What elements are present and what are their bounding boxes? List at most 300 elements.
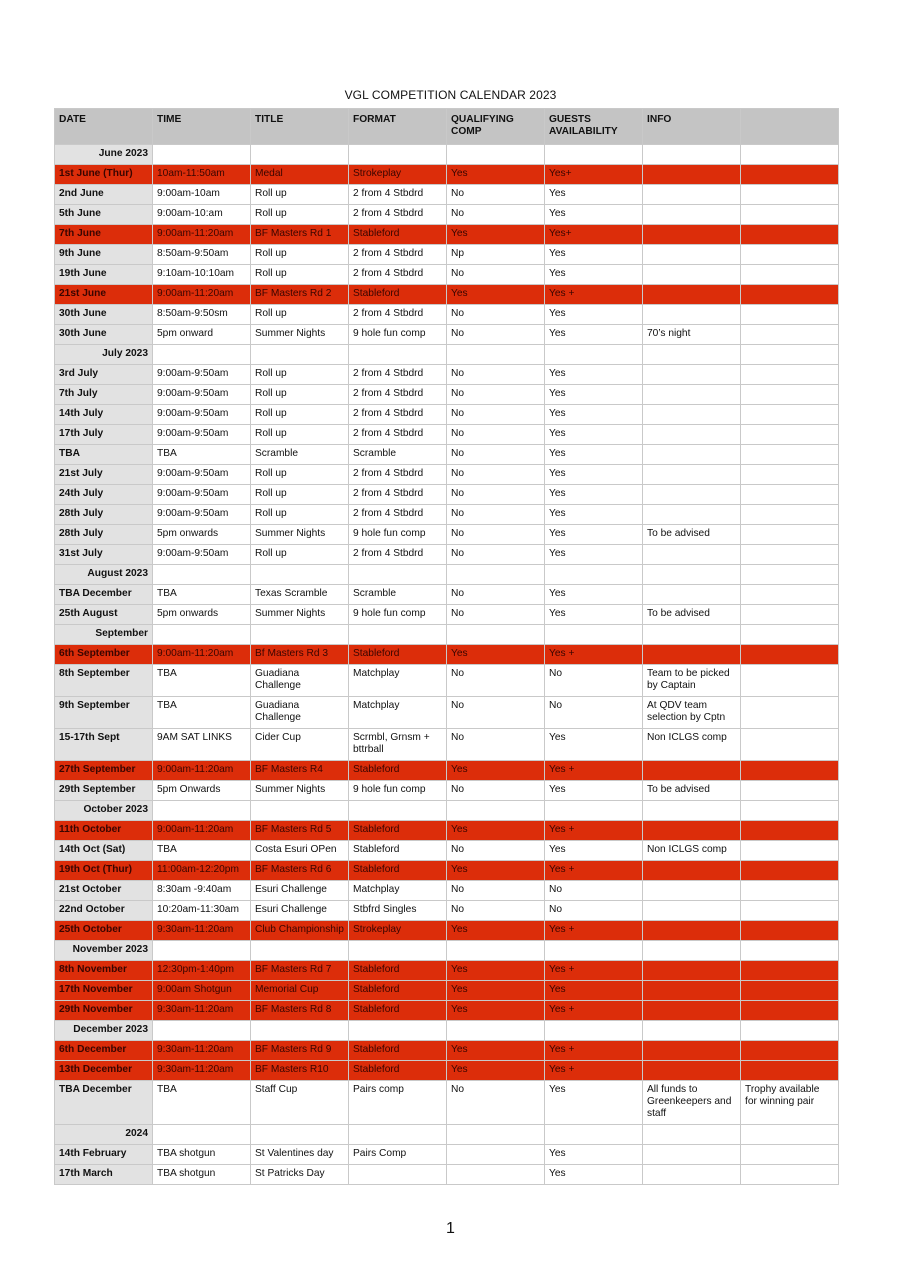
cell-qualifying: No [447, 525, 545, 545]
cell-qualifying: No [447, 585, 545, 605]
cell-title: Roll up [251, 365, 349, 385]
cell-time: 9:00am-10:am [153, 205, 251, 225]
cell-extra [741, 165, 839, 185]
cell-qualifying [447, 1125, 545, 1145]
cell-qualifying: No [447, 697, 545, 729]
cell-guests: Yes [545, 265, 643, 285]
cell-qualifying: Yes [447, 1001, 545, 1021]
cell-time: 9:00am-11:20am [153, 645, 251, 665]
cell-date: 21st July [55, 465, 153, 485]
cell-guests: Yes + [545, 285, 643, 305]
table-row [55, 525, 839, 545]
cell-title: Texas Scramble [251, 585, 349, 605]
cell-date: 22nd October [55, 901, 153, 921]
header-format: FORMAT [349, 109, 447, 145]
cell-info [643, 405, 741, 425]
cell-info [643, 1145, 741, 1165]
cell-format: Scramble [349, 445, 447, 465]
cell-format: 2 from 4 Stbdrd [349, 185, 447, 205]
cell-extra [741, 1125, 839, 1145]
cell-title [251, 941, 349, 961]
cell-date: TBA December [55, 585, 153, 605]
cell-title [251, 1125, 349, 1145]
cell-date: TBA [55, 445, 153, 465]
cell-qualifying [447, 565, 545, 585]
cell-title: BF Masters Rd 2 [251, 285, 349, 305]
table-row [55, 205, 839, 225]
cell-extra [741, 1061, 839, 1081]
table-row [55, 981, 839, 1001]
cell-qualifying [447, 145, 545, 165]
cell-format: 2 from 4 Stbdrd [349, 405, 447, 425]
cell-format: Pairs comp [349, 1081, 447, 1125]
cell-format: Stableford [349, 225, 447, 245]
table-body [55, 145, 839, 1185]
cell-guests [545, 565, 643, 585]
cell-format [349, 625, 447, 645]
cell-format: 2 from 4 Stbdrd [349, 305, 447, 325]
table-row [55, 485, 839, 505]
cell-extra [741, 205, 839, 225]
cell-date: 21st June [55, 285, 153, 305]
cell-date: 11th October [55, 821, 153, 841]
table-row [55, 245, 839, 265]
cell-format: Pairs Comp [349, 1145, 447, 1165]
cell-time: TBA [153, 1081, 251, 1125]
cell-date: 29th November [55, 1001, 153, 1021]
cell-format: 2 from 4 Stbdrd [349, 465, 447, 485]
cell-extra [741, 465, 839, 485]
cell-qualifying: No [447, 881, 545, 901]
cell-qualifying: Yes [447, 1041, 545, 1061]
cell-extra [741, 185, 839, 205]
cell-time: 9:00am-9:50am [153, 425, 251, 445]
cell-guests: Yes [545, 405, 643, 425]
cell-qualifying [447, 1165, 545, 1185]
cell-guests: Yes [545, 205, 643, 225]
cell-title [251, 565, 349, 585]
cell-title: Roll up [251, 425, 349, 445]
cell-qualifying: No [447, 841, 545, 861]
cell-time: 11:00am-12:20pm [153, 861, 251, 881]
cell-format: 9 hole fun comp [349, 781, 447, 801]
cell-time: 9:00am-10am [153, 185, 251, 205]
header-guests-availability: GUESTS AVAILABILITY [545, 109, 643, 145]
cell-extra [741, 365, 839, 385]
cell-guests: No [545, 901, 643, 921]
cell-extra [741, 881, 839, 901]
cell-time: 9:00am-11:20am [153, 761, 251, 781]
cell-format: Scramble [349, 585, 447, 605]
cell-guests [545, 1125, 643, 1145]
cell-extra [741, 645, 839, 665]
cell-info [643, 1041, 741, 1061]
cell-guests [545, 941, 643, 961]
cell-info: To be advised [643, 525, 741, 545]
cell-qualifying: No [447, 185, 545, 205]
cell-title: St Valentines day [251, 1145, 349, 1165]
table-row [55, 305, 839, 325]
cell-qualifying [447, 625, 545, 645]
cell-format: 2 from 4 Stbdrd [349, 245, 447, 265]
cell-qualifying: No [447, 781, 545, 801]
cell-format: Matchplay [349, 665, 447, 697]
cell-time [153, 625, 251, 645]
cell-time: TBA [153, 585, 251, 605]
table-row [55, 505, 839, 525]
table-row [55, 365, 839, 385]
cell-guests: Yes [545, 729, 643, 761]
cell-extra [741, 485, 839, 505]
cell-guests: Yes [545, 385, 643, 405]
cell-time: 9:00am-9:50am [153, 485, 251, 505]
cell-info [643, 265, 741, 285]
cell-title: Summer Nights [251, 525, 349, 545]
cell-date: 17th March [55, 1165, 153, 1185]
cell-guests: No [545, 665, 643, 697]
table-row [55, 225, 839, 245]
table-row [55, 1041, 839, 1061]
cell-date: 25th October [55, 921, 153, 941]
cell-qualifying: No [447, 365, 545, 385]
cell-date: 8th November [55, 961, 153, 981]
cell-time: 8:50am-9:50sm [153, 305, 251, 325]
table-row [55, 781, 839, 801]
cell-info [643, 1061, 741, 1081]
cell-time: 9:00am-9:50am [153, 505, 251, 525]
cell-extra [741, 585, 839, 605]
cell-extra [741, 525, 839, 545]
cell-title: Roll up [251, 505, 349, 525]
cell-time: 9:00am-9:50am [153, 365, 251, 385]
cell-date: 14th July [55, 405, 153, 425]
cell-info [643, 761, 741, 781]
cell-guests: Yes [545, 365, 643, 385]
table-row [55, 185, 839, 205]
table-row [55, 445, 839, 465]
cell-time [153, 145, 251, 165]
cell-extra [741, 841, 839, 861]
cell-guests: Yes + [545, 645, 643, 665]
cell-time: 9:00am-9:50am [153, 545, 251, 565]
cell-extra [741, 821, 839, 841]
table-row [55, 961, 839, 981]
cell-info: Non ICLGS comp [643, 729, 741, 761]
cell-extra: Trophy available for winning pair [741, 1081, 839, 1125]
cell-guests [545, 625, 643, 645]
cell-format: 2 from 4 Stbdrd [349, 505, 447, 525]
cell-time [153, 941, 251, 961]
table-row [55, 165, 839, 185]
cell-guests: Yes [545, 781, 643, 801]
cell-format: Stbfrd Singles [349, 901, 447, 921]
cell-time: 9:30am-11:20am [153, 1001, 251, 1021]
header-info: INFO [643, 109, 741, 145]
cell-time: TBA shotgun [153, 1165, 251, 1185]
cell-info [643, 285, 741, 305]
cell-guests: Yes + [545, 1061, 643, 1081]
cell-guests: Yes [545, 841, 643, 861]
table-row [55, 405, 839, 425]
cell-date: 30th June [55, 325, 153, 345]
cell-date: 29th September [55, 781, 153, 801]
cell-title: Summer Nights [251, 605, 349, 625]
cell-qualifying: No [447, 505, 545, 525]
cell-extra [741, 697, 839, 729]
cell-time [153, 345, 251, 365]
cell-info [643, 981, 741, 1001]
cell-format: Stableford [349, 645, 447, 665]
cell-format: Stableford [349, 861, 447, 881]
cell-qualifying [447, 345, 545, 365]
cell-qualifying: No [447, 305, 545, 325]
cell-guests: Yes [545, 981, 643, 1001]
cell-title: Roll up [251, 265, 349, 285]
cell-info [643, 861, 741, 881]
cell-info [643, 1125, 741, 1145]
cell-time: 9:10am-10:10am [153, 265, 251, 285]
cell-time: 5pm Onwards [153, 781, 251, 801]
cell-qualifying: Yes [447, 645, 545, 665]
cell-guests: Yes [545, 605, 643, 625]
cell-extra [741, 445, 839, 465]
table-row [55, 761, 839, 781]
cell-time: TBA [153, 697, 251, 729]
cell-date: 14th Oct (Sat) [55, 841, 153, 861]
cell-title: Summer Nights [251, 781, 349, 801]
cell-qualifying: Yes [447, 961, 545, 981]
cell-info [643, 881, 741, 901]
cell-date: 1st June (Thur) [55, 165, 153, 185]
cell-qualifying: Yes [447, 981, 545, 1001]
table-row [55, 861, 839, 881]
cell-qualifying: Yes [447, 285, 545, 305]
cell-format [349, 345, 447, 365]
cell-time: 9:00am-9:50am [153, 465, 251, 485]
cell-guests: Yes [545, 1081, 643, 1125]
cell-guests: Yes [545, 325, 643, 345]
cell-title: Roll up [251, 405, 349, 425]
cell-date: 6th December [55, 1041, 153, 1061]
cell-qualifying: No [447, 325, 545, 345]
cell-date: 21st October [55, 881, 153, 901]
table-row [55, 465, 839, 485]
cell-format: 9 hole fun comp [349, 325, 447, 345]
cell-title: BF Masters R10 [251, 1061, 349, 1081]
cell-info [643, 1001, 741, 1021]
cell-format: Strokeplay [349, 921, 447, 941]
cell-time: 8:30am -9:40am [153, 881, 251, 901]
cell-qualifying: Yes [447, 921, 545, 941]
cell-info [643, 225, 741, 245]
cell-date: 2nd June [55, 185, 153, 205]
cell-format [349, 941, 447, 961]
cell-qualifying: Yes [447, 225, 545, 245]
cell-title: Staff Cup [251, 1081, 349, 1125]
cell-qualifying: Yes [447, 861, 545, 881]
cell-title: Scramble [251, 445, 349, 465]
cell-title: Esuri Challenge [251, 901, 349, 921]
cell-time: 9:00am Shotgun [153, 981, 251, 1001]
cell-date: October 2023 [55, 801, 153, 821]
cell-title: Roll up [251, 205, 349, 225]
cell-info: To be advised [643, 605, 741, 625]
table-row [55, 425, 839, 445]
cell-title: Roll up [251, 245, 349, 265]
cell-qualifying [447, 801, 545, 821]
cell-date: 5th June [55, 205, 153, 225]
cell-time: 9:00am-11:20am [153, 285, 251, 305]
cell-guests: Yes [545, 505, 643, 525]
cell-time: 9AM SAT LINKS [153, 729, 251, 761]
cell-guests: Yes [545, 585, 643, 605]
cell-title: Cider Cup [251, 729, 349, 761]
cell-info [643, 901, 741, 921]
cell-extra [741, 265, 839, 285]
cell-extra [741, 625, 839, 645]
table-row [55, 585, 839, 605]
table-row [55, 841, 839, 861]
cell-extra [741, 761, 839, 781]
cell-date: 3rd July [55, 365, 153, 385]
cell-qualifying: No [447, 1081, 545, 1125]
cell-time: 9:30am-11:20am [153, 1041, 251, 1061]
cell-time [153, 1125, 251, 1145]
cell-time: 10:20am-11:30am [153, 901, 251, 921]
cell-date: 6th September [55, 645, 153, 665]
cell-guests: No [545, 881, 643, 901]
cell-qualifying: No [447, 205, 545, 225]
cell-date: December 2023 [55, 1021, 153, 1041]
cell-qualifying: No [447, 445, 545, 465]
cell-time: 9:00am-11:20am [153, 225, 251, 245]
cell-qualifying: No [447, 545, 545, 565]
cell-time: 5pm onwards [153, 605, 251, 625]
cell-date: 17th November [55, 981, 153, 1001]
cell-format: 2 from 4 Stbdrd [349, 385, 447, 405]
header-extra [741, 109, 839, 145]
cell-title: Summer Nights [251, 325, 349, 345]
cell-date: 7th June [55, 225, 153, 245]
table-row [55, 665, 839, 697]
cell-info: Team to be picked by Captain [643, 665, 741, 697]
cell-info [643, 185, 741, 205]
cell-time [153, 801, 251, 821]
cell-date: September [55, 625, 153, 645]
cell-qualifying: No [447, 729, 545, 761]
cell-time: 9:00am-11:20am [153, 821, 251, 841]
cell-guests: Yes [545, 545, 643, 565]
cell-format: Strokeplay [349, 165, 447, 185]
cell-info [643, 145, 741, 165]
cell-title [251, 625, 349, 645]
cell-date: 24th July [55, 485, 153, 505]
cell-info [643, 385, 741, 405]
table-header-row [55, 109, 839, 145]
table-row [55, 697, 839, 729]
cell-format [349, 145, 447, 165]
cell-info [643, 505, 741, 525]
cell-extra [741, 145, 839, 165]
cell-extra [741, 505, 839, 525]
cell-extra [741, 305, 839, 325]
cell-title: Guadiana Challenge [251, 665, 349, 697]
table-row [55, 285, 839, 305]
cell-time: 12:30pm-1:40pm [153, 961, 251, 981]
cell-guests: No [545, 697, 643, 729]
cell-guests: Yes + [545, 761, 643, 781]
cell-guests: Yes [545, 425, 643, 445]
cell-title [251, 345, 349, 365]
cell-info [643, 245, 741, 265]
cell-qualifying [447, 1021, 545, 1041]
cell-title: Roll up [251, 305, 349, 325]
cell-title: BF Masters Rd 7 [251, 961, 349, 981]
cell-date: 17th July [55, 425, 153, 445]
cell-title: BF Masters Rd 8 [251, 1001, 349, 1021]
cell-format: Matchplay [349, 881, 447, 901]
cell-title: Guadiana Challenge [251, 697, 349, 729]
cell-extra [741, 665, 839, 697]
cell-extra [741, 1145, 839, 1165]
cell-title: Roll up [251, 185, 349, 205]
section-row [55, 145, 839, 165]
cell-date: 13th December [55, 1061, 153, 1081]
cell-date: 14th February [55, 1145, 153, 1165]
cell-time: 9:30am-11:20am [153, 921, 251, 941]
header-date: DATE [55, 109, 153, 145]
cell-info: Non ICLGS comp [643, 841, 741, 861]
cell-title [251, 1021, 349, 1041]
cell-info [643, 545, 741, 565]
competition-calendar-table [54, 108, 839, 1185]
cell-info [643, 821, 741, 841]
cell-date: 9th June [55, 245, 153, 265]
cell-guests: Yes + [545, 821, 643, 841]
cell-date: 31st July [55, 545, 153, 565]
cell-qualifying: No [447, 901, 545, 921]
cell-qualifying: No [447, 405, 545, 425]
cell-date: 9th September [55, 697, 153, 729]
cell-format: Stableford [349, 841, 447, 861]
cell-title: Costa Esuri OPen [251, 841, 349, 861]
cell-title: Bf Masters Rd 3 [251, 645, 349, 665]
table-row [55, 645, 839, 665]
cell-time: 10am-11:50am [153, 165, 251, 185]
cell-format [349, 1125, 447, 1145]
cell-format: Stableford [349, 1041, 447, 1061]
section-row [55, 1125, 839, 1145]
cell-title: Roll up [251, 545, 349, 565]
cell-guests: Yes + [545, 961, 643, 981]
cell-title: BF Masters Rd 6 [251, 861, 349, 881]
cell-info [643, 625, 741, 645]
cell-title [251, 801, 349, 821]
cell-extra [741, 605, 839, 625]
cell-guests: Yes + [545, 1041, 643, 1061]
cell-extra [741, 861, 839, 881]
cell-qualifying: Yes [447, 821, 545, 841]
section-row [55, 565, 839, 585]
cell-title: Esuri Challenge [251, 881, 349, 901]
cell-info [643, 921, 741, 941]
cell-qualifying [447, 1145, 545, 1165]
table-row [55, 881, 839, 901]
cell-format: Stableford [349, 821, 447, 841]
cell-date: 7th July [55, 385, 153, 405]
cell-title: Memorial Cup [251, 981, 349, 1001]
cell-info [643, 1021, 741, 1041]
